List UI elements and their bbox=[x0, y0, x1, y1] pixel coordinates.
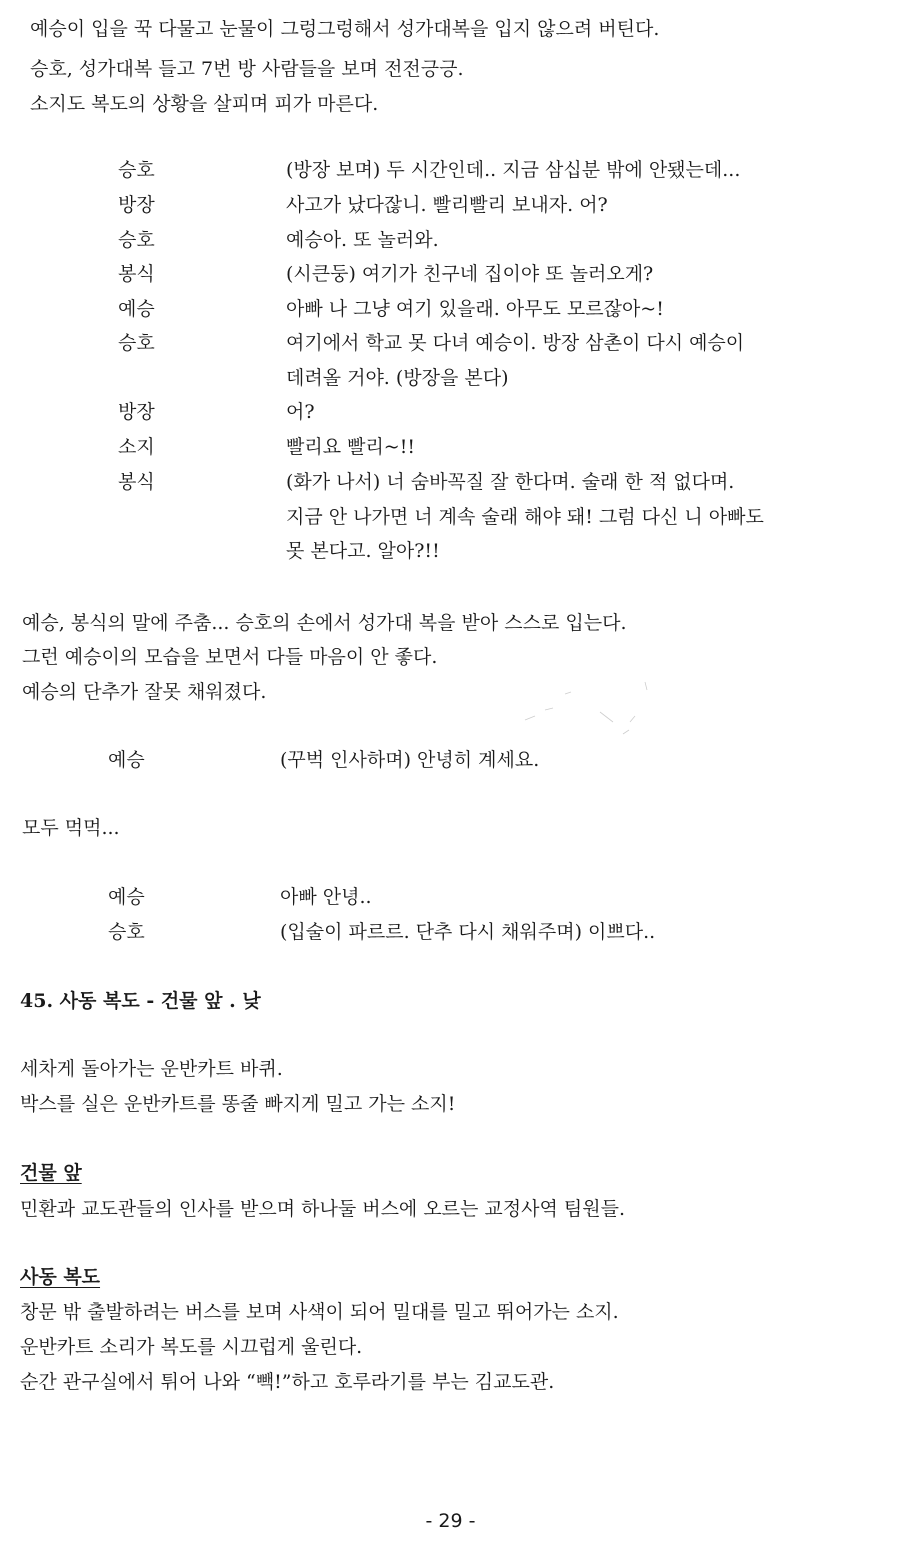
action-line: 운반카트 소리가 복도를 시끄럽게 울린다. bbox=[20, 1336, 363, 1358]
action-line: 모두 먹먹... bbox=[22, 817, 120, 839]
action-line: 세차게 돌아가는 운반카트 바퀴. bbox=[20, 1058, 283, 1080]
action-line: 예승, 봉식의 말에 주춤... 승호의 손에서 성가대 복을 받아 스스로 입는다. bbox=[22, 612, 627, 634]
dialogue-line: 지금 안 나가면 너 계속 술래 해야 돼! 그럼 다신 니 아빠도 bbox=[286, 506, 764, 528]
action-line: 예승의 단추가 잘못 채워졌다. bbox=[22, 681, 267, 703]
speaker-name: 방장 bbox=[118, 194, 155, 216]
dialogue-line: 여기에서 학교 못 다녀 예승이. 방장 삼촌이 다시 예승이 bbox=[286, 332, 745, 354]
speaker-name: 승호 bbox=[118, 159, 155, 181]
subsection-heading: 사동 복도 bbox=[20, 1266, 101, 1288]
action-line: 소지도 복도의 상황을 살피며 피가 마른다. bbox=[30, 93, 379, 115]
speaker-name: 예승 bbox=[108, 749, 145, 771]
speaker-name: 승호 bbox=[118, 229, 155, 251]
dialogue-line: 어? bbox=[286, 401, 315, 423]
speaker-name: 방장 bbox=[118, 401, 155, 423]
dialogue-line: (입술이 파르르. 단추 다시 채워주며) 이쁘다.. bbox=[280, 921, 656, 943]
action-line: 예승이 입을 꾹 다물고 눈물이 그렁그렁해서 성가대복을 입지 않으려 버틴다. bbox=[30, 18, 660, 40]
dialogue-line: 예승아. 또 놀러와. bbox=[286, 229, 439, 251]
scene-heading: 45. 사동 복도 - 건물 앞 . 낮 bbox=[20, 990, 261, 1012]
action-line: 그런 예승이의 모습을 보면서 다들 마음이 안 좋다. bbox=[22, 646, 438, 668]
dialogue-line: 빨리요 빨리~!! bbox=[286, 436, 416, 458]
action-line: 순간 관구실에서 튀어 나와 “빽!”하고 호루라기를 부는 김교도관. bbox=[20, 1371, 555, 1393]
action-line: 민환과 교도관들의 인사를 받으며 하나둘 버스에 오르는 교정사역 팀원들. bbox=[20, 1198, 625, 1220]
speaker-name: 승호 bbox=[118, 332, 155, 354]
dialogue-line: (방장 보며) 두 시간인데.. 지금 삼십분 밖에 안됐는데... bbox=[286, 159, 741, 181]
action-line: 창문 밖 출발하려는 버스를 보며 사색이 되어 밀대를 밀고 뛰어가는 소지. bbox=[20, 1301, 619, 1323]
page-number: - 29 - bbox=[425, 1510, 476, 1532]
speaker-name: 예승 bbox=[118, 298, 155, 320]
dialogue-line: 아빠 나 그냥 여기 있을래. 아무도 모르잖아~! bbox=[286, 298, 664, 320]
speaker-name: 승호 bbox=[108, 921, 145, 943]
action-line: 승호, 성가대복 들고 7번 방 사람들을 보며 전전긍긍. bbox=[30, 58, 464, 80]
speaker-name: 예승 bbox=[108, 886, 145, 908]
dialogue-line: 데려올 거야. (방장을 본다) bbox=[286, 367, 509, 389]
action-line: 박스를 실은 운반카트를 똥줄 빠지게 밀고 가는 소지! bbox=[20, 1093, 456, 1115]
dialogue-line: 아빠 안녕.. bbox=[280, 886, 372, 908]
dialogue-line: 못 본다고. 알아?!! bbox=[286, 540, 440, 562]
speaker-name: 봉식 bbox=[118, 263, 155, 285]
dialogue-line: 사고가 났다잖니. 빨리빨리 보내자. 어? bbox=[286, 194, 608, 216]
speaker-name: 소지 bbox=[118, 436, 155, 458]
dialogue-line: (시큰둥) 여기가 친구네 집이야 또 놀러오게? bbox=[286, 263, 654, 285]
speaker-name: 봉식 bbox=[118, 471, 155, 493]
dialogue-line: (꾸벅 인사하며) 안녕히 계세요. bbox=[280, 749, 540, 771]
dialogue-line: (화가 나서) 너 숨바꼭질 잘 한다며. 술래 한 적 없다며. bbox=[286, 471, 735, 493]
subsection-heading: 건물 앞 bbox=[20, 1162, 82, 1184]
